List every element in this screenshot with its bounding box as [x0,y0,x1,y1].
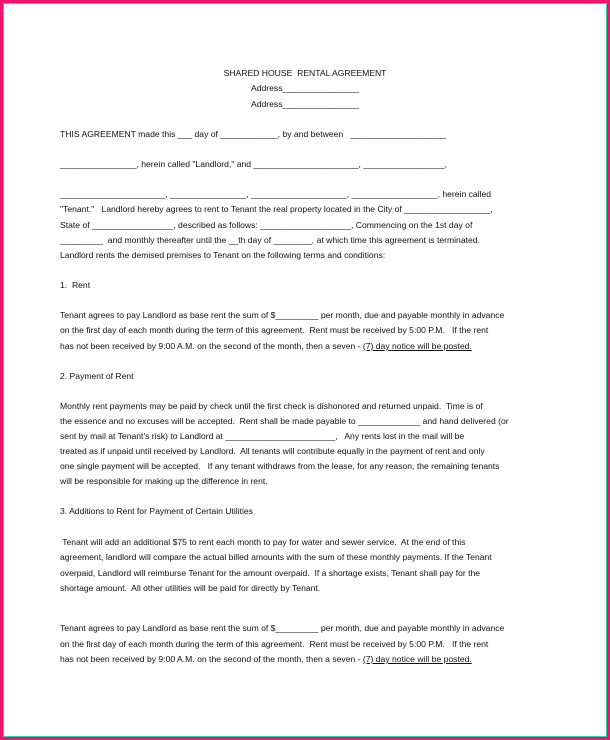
section-1-line [60,341,472,352]
repeat-line: on the first day of each month during the term of this agreement. Rent must be received by 5:00 P.M. If the rent [60,639,489,649]
document-title: SHARED HOUSE RENTAL AGREEMENT [223,68,387,78]
section-3-line: shortage amount. All other utilities will be paid for directly by Tenant. [60,583,321,593]
section-2-heading: 2. Payment of Rent [60,371,134,381]
section-1-text: has not been received by 9:00 A.M. on the second of the month, then a seven - [60,341,363,351]
section-2-line: the essence and no excuses will be accepted. Rent shall be made payable to _____________ and hand delivered (or [60,416,509,426]
section-2-line: will be responsible for making up the difference in rent. [60,476,268,486]
repeat-line: Tenant agrees to pay Landlord as base rent the sum of $_________ per month, due and payable monthly in advance [60,623,505,633]
section-3-line: Tenant will add an additional $75 to rent each month to pay for water and sewer service. At the end of this [60,537,466,547]
intro-line: _________ and monthly thereafter until the __th day of ________, at which time this agreement is terminated. [60,235,480,245]
address-line-2: Address________________ [251,99,359,109]
intro-line: Landlord rents the demised premises to Tenant on the following terms and conditions: [60,250,386,260]
repeat-notice-text: (7) day notice will be posted. [362,654,472,664]
section-1-line: Tenant agrees to pay Landlord as base rent the sum of $_________ per month, due and payable monthly in advance [60,310,505,320]
intro-line: THIS AGREEMENT made this ___ day of ____________, by and between ____________________ [60,129,446,139]
intro-line: ______________________, ________________, ____________________, __________________, herein called [60,189,492,199]
section-2-line: treated as if unpaid until received by Landlord. All tenants will contribute equally in the payment of rent and only [60,446,485,456]
intro-line: "Tenant." Landlord hereby agrees to rent to Tenant the real property located in the City of __________________, [60,204,493,214]
section-2-line: Monthly rent payments may be paid by check until the first check is dishonored and returned unpaid. Time is of [60,401,483,411]
intro-line: ________________, herein called "Landlord," and ______________________, _________________, [60,159,447,169]
intro-line: State of _________________, described as follows: ___________________, Commencing on the 1st day of [60,220,473,230]
section-2-line: one single payment will be accepted. If any tenant withdraws from the lease, for any reason, the remaining tenants [60,461,500,471]
section-2-line: sent by mail at Tenant's risk) to Landlord at _______________________, Any rents lost in the mail will be [60,431,465,441]
section-3-line: agreement, landlord will compare the actual billed amounts with the sum of these monthly payments. If the Tenant [60,552,492,562]
repeat-line [60,654,472,665]
notice-text: (7) day notice will be posted. [362,341,472,351]
section-3-line: overpaid, Landlord will reimburse Tenant for the amount overpaid. If a shortage exists, Tenant shall pay for the [60,568,481,578]
repeat-text: has not been received by 9:00 A.M. on the second of the month, then a seven - [60,654,363,664]
section-1-line: on the first day of each month during the term of this agreement. Rent must be received by 5:00 P.M. If the rent [60,325,489,335]
section-1-heading: 1. Rent [60,280,91,290]
section-3-heading: 3. Additions to Rent for Payment of Certain Utilities [60,506,253,516]
address-line-1: Address________________ [251,83,359,93]
